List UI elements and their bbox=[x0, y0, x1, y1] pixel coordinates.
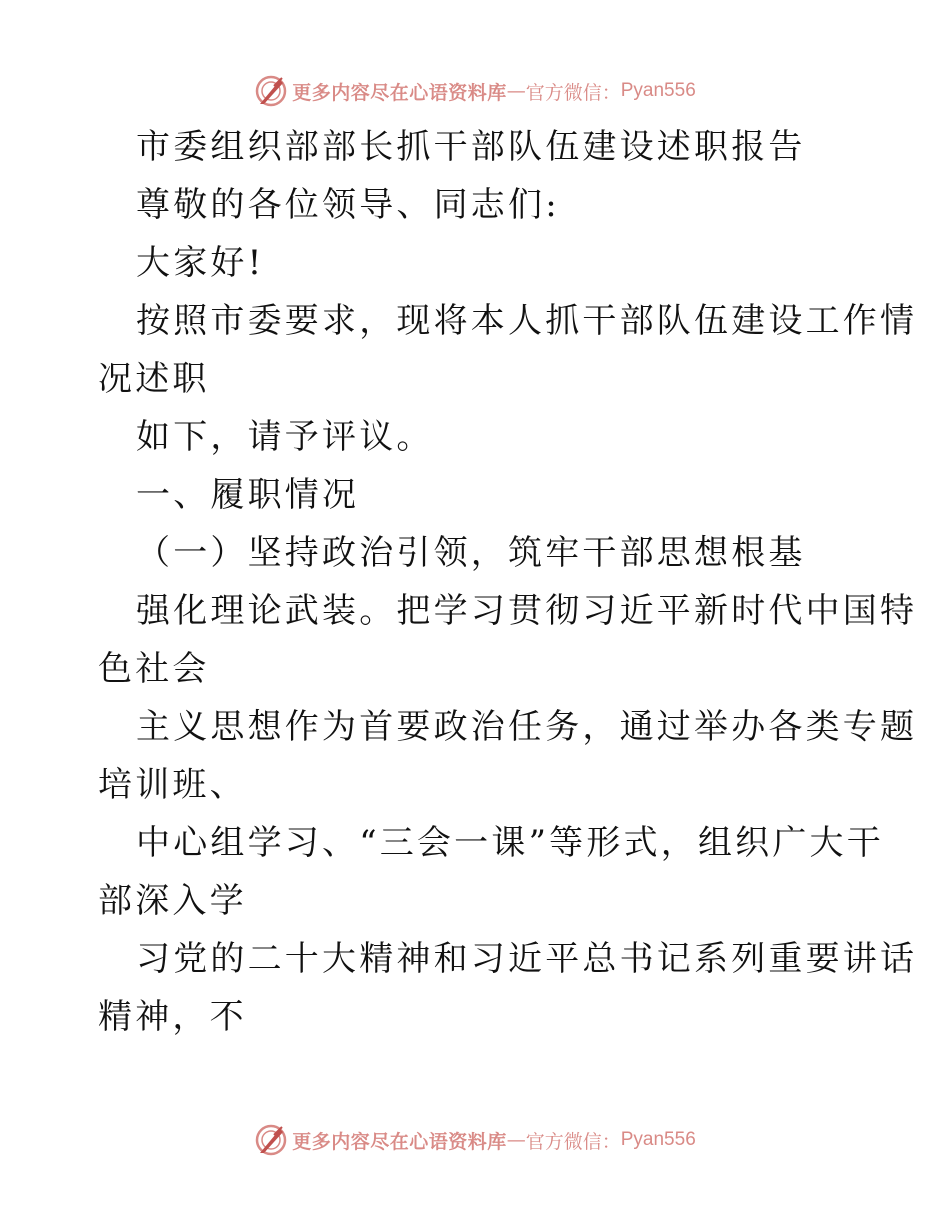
greeting: 大家好! bbox=[136, 243, 265, 283]
quill-logo-icon bbox=[254, 1123, 288, 1157]
paragraph-line: 况述职 bbox=[98, 359, 210, 399]
watermark-brand-text: 更多内容尽在心语资料库 bbox=[292, 81, 507, 104]
header-watermark bbox=[0, 73, 950, 109]
paragraph-line: 按照市委要求，现将本人抓干部队伍建设工作情 bbox=[136, 301, 918, 341]
paragraph-line: 如下，请予评议。 bbox=[136, 417, 434, 457]
watermark-wechat-label: 官方微信： bbox=[525, 81, 621, 104]
subsection-heading: （一）坚持政治引领，筑牢干部思想根基 bbox=[136, 533, 806, 573]
paragraph-line: 色社会 bbox=[98, 649, 210, 689]
watermark-wechat-label: 官方微信： bbox=[525, 1130, 621, 1153]
paragraph-line: 培训班、 bbox=[98, 765, 247, 805]
paragraph-line: 精神，不 bbox=[98, 997, 247, 1037]
salutation: 尊敬的各位领导、同志们: bbox=[136, 185, 560, 225]
paragraph-line: 强化理论武装。把学习贯彻习近平新时代中国特 bbox=[136, 591, 918, 631]
quill-logo-icon bbox=[254, 74, 288, 108]
watermark-separator: — bbox=[506, 80, 526, 102]
watermark-separator: — bbox=[506, 1129, 526, 1151]
watermark-brand-text: 更多内容尽在心语资料库 bbox=[292, 1130, 507, 1153]
paragraph-line: 部深入学 bbox=[98, 881, 247, 921]
document-title: 市委组织部部长抓干部队伍建设述职报告 bbox=[136, 127, 806, 167]
paragraph-line: 主义思想作为首要政治任务，通过举办各类专题 bbox=[136, 707, 918, 747]
paragraph-line: 中心组学习、“三会一课”等形式，组织广大干 bbox=[136, 823, 884, 863]
footer-watermark bbox=[0, 1122, 950, 1158]
watermark-wechat-id: Pyan556 bbox=[620, 1129, 696, 1150]
document-body bbox=[98, 118, 918, 1046]
watermark-wechat-id: Pyan556 bbox=[620, 80, 696, 101]
section-heading: 一、履职情况 bbox=[136, 475, 360, 515]
paragraph-line: 习党的二十大精神和习近平总书记系列重要讲话 bbox=[136, 939, 918, 979]
